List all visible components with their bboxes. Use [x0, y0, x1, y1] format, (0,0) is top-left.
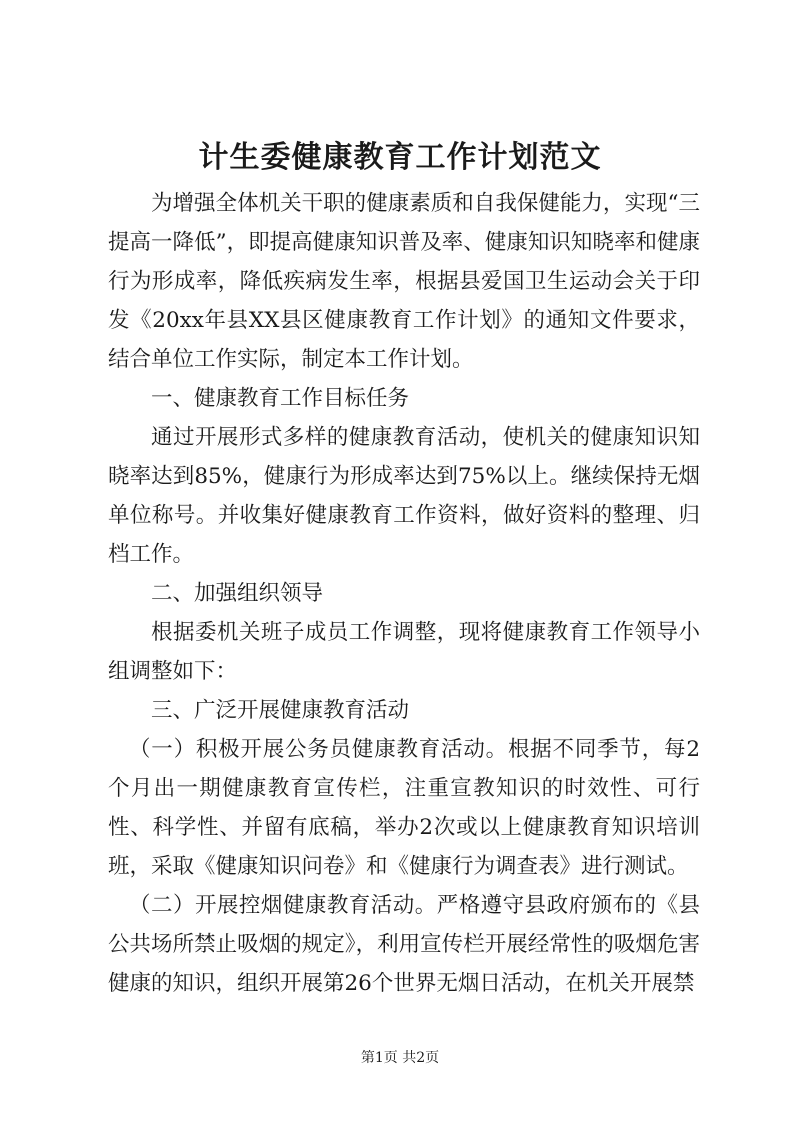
document-title: 计生委健康教育工作计划范文: [198, 140, 602, 175]
intro-paragraph: 为增强全体机关干职的健康素质和自我保健能力，实现“三提高一降低”，即提高健康知识普及率、健康知识知晓率和健康行为形成率，降低疾病发生率，根据县爱国卫生运动会关于印发《20xx年县XX县区健康教育工作计划》的通知文件要求，结合单位工作实际，制定本工作计划。: [108, 191, 700, 372]
section-heading-2: 二、加强组织领导: [151, 581, 324, 606]
page-number-footer: 第1页 共2页: [360, 1050, 440, 1066]
document-body: [108, 184, 700, 1003]
section-heading-1: 一、健康教育工作目标任务: [151, 386, 410, 411]
subsection-2-paragraph: （二）开展控烟健康教育活动。严格遵守县政府颁布的《县公共场所禁止吸烟的规定》，利用宣传栏开展经常性的吸烟危害健康的知识，组织开展第26个世界无烟日活动，在机关开展禁: [108, 893, 700, 996]
subsection-1-paragraph: （一）积极开展公务员健康教育活动。根据不同季节，每2个月出一期健康教育宣传栏，注重宣教知识的时效性、可行性、科学性、并留有底稿，举办2次或以上健康教育知识培训班，采取《健康知识问卷》和《健康行为调查表》进行测试。: [108, 737, 700, 879]
section-1-paragraph: 通过开展形式多样的健康教育活动，使机关的健康知识知晓率达到85%，健康行为形成率达到75%以上。继续保持无烟单位称号。并收集好健康教育工作资料，做好资料的整理、归档工作。: [108, 425, 700, 567]
section-2-paragraph: 根据委机关班子成员工作调整，现将健康教育工作领导小组调整如下：: [108, 620, 700, 684]
section-heading-3: 三、广泛开展健康教育活动: [151, 698, 410, 723]
